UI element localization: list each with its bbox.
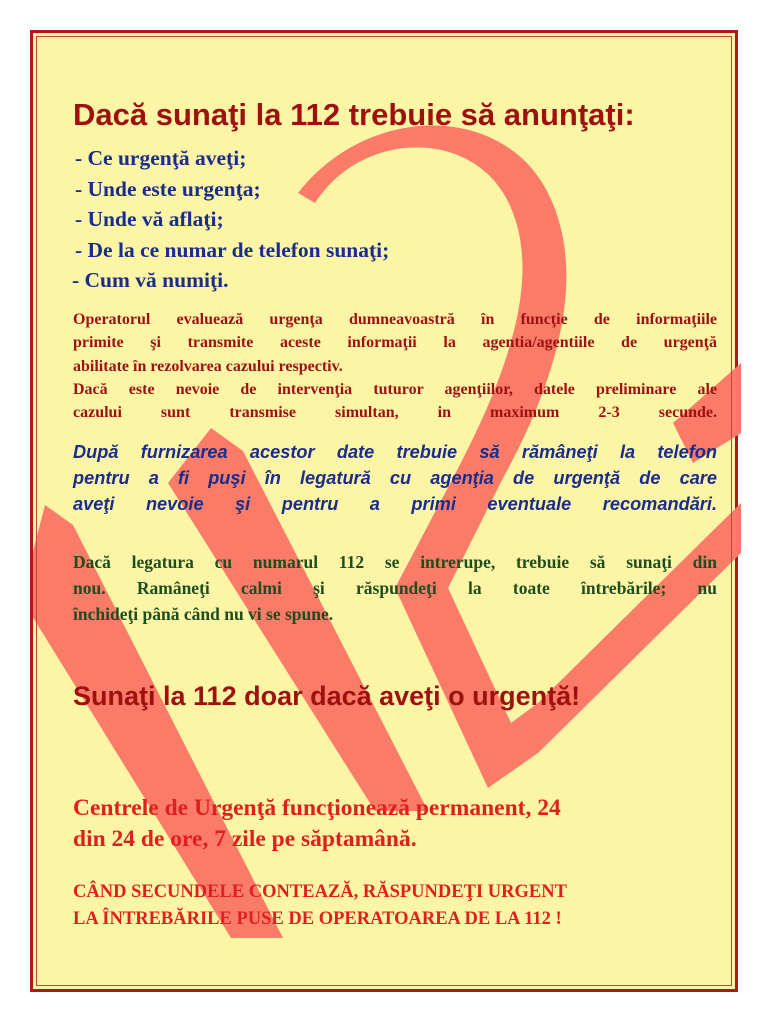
emergency-only-heading: Sunaţi la 112 doar dacă aveţi o urgenţă!	[73, 681, 581, 711]
checklist-item: - Ce urgenţă aveţi;	[75, 146, 247, 170]
paragraph-line: primite şi transmite aceste informaţii la agentia/agentiile de urgenţă	[73, 334, 717, 352]
centers-note	[73, 793, 733, 855]
checklist-item: - Unde vă aflaţi;	[75, 207, 224, 231]
operator-paragraph	[73, 308, 717, 424]
checklist-item: - Cum vă numiţi.	[72, 268, 229, 292]
checklist-item: - De la ce numar de telefon sunaţi;	[75, 237, 390, 262]
closing-note	[73, 879, 733, 933]
note-line: din 24 de ore, 7 zile pe săptamână.	[73, 826, 417, 852]
poster-content	[33, 33, 741, 995]
paragraph-line: Dacă legatura cu numarul 112 se intrerupe, trebuie să sunaţi din	[73, 552, 717, 572]
note-line: LA ÎNTREBĂRILE PUSE DE OPERATOAREA DE LA 112 !	[73, 909, 562, 929]
poster-frame	[30, 30, 738, 992]
paragraph-line: nou. Ramâneţi calmi şi răspundeţi la toate întrebările; nu	[73, 578, 717, 598]
paragraph-line: cazului sunt transmise simultan, in maximum 2-3 secunde.	[73, 404, 717, 422]
main-heading: Dacă sunaţi la 112 trebuie să anunţaţi:	[73, 97, 635, 132]
note-line: Centrele de Urgenţă funcţionează permanent, 24	[73, 795, 561, 821]
paragraph-line: închideţi până când nu vi se spune.	[73, 604, 334, 624]
paragraph-line: pentru a fi puşi în legatură cu agenţia de urgenţă de care	[73, 468, 717, 488]
paragraph-line: După furnizarea acestor date trebuie să rămâneţi la telefon	[73, 442, 717, 462]
reconnect-paragraph	[73, 549, 717, 627]
checklist-item: - Unde este urgenţa;	[75, 176, 261, 201]
paragraph-line: Operatorul evaluează urgenţa dumneavoastră în funcţie de informaţiile	[73, 311, 717, 328]
stay-on-line-paragraph	[73, 439, 717, 517]
paragraph-line: Dacă este nevoie de intervenţia tuturor agenţiilor, datele preliminare ale	[73, 380, 717, 398]
paragraph-line: aveţi nevoie şi pentru a primi eventuale recomandări.	[73, 494, 717, 514]
paragraph-line: abilitate în rezolvarea cazului respectiv.	[73, 357, 343, 375]
report-checklist	[72, 143, 390, 296]
note-line: CÂND SECUNDELE CONTEAZĂ, RĂSPUNDEŢI URGENT	[73, 882, 567, 902]
